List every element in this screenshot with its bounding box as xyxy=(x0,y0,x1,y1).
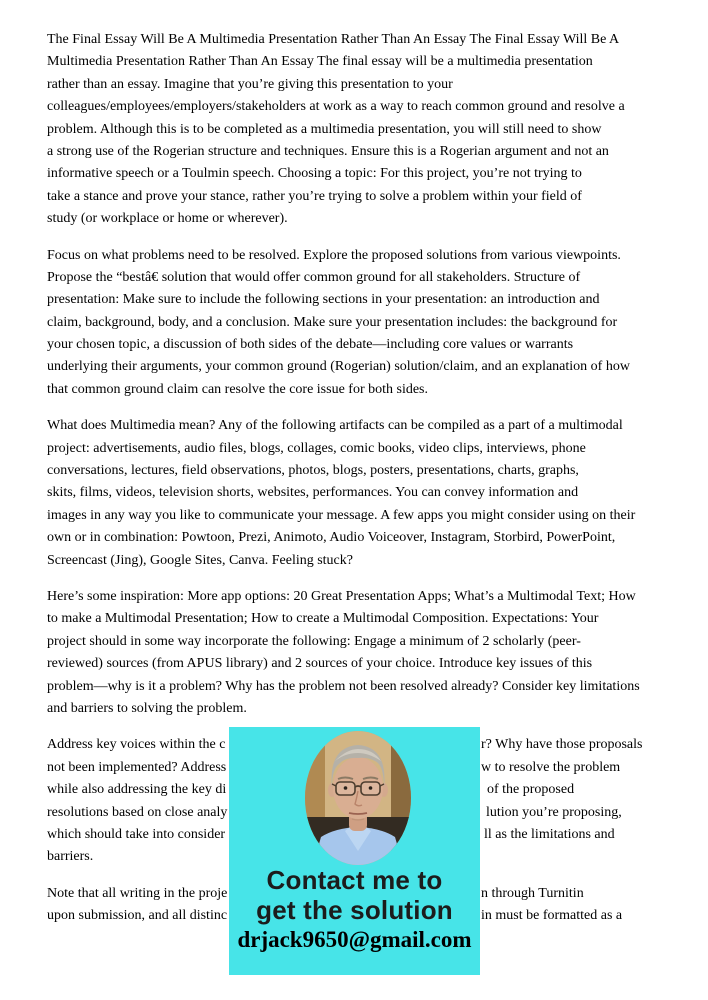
text-fragment-right: n through Turnitin xyxy=(481,885,584,901)
ad-headline-line2: get the solution xyxy=(256,895,453,925)
contact-email: drjack9650@gmail.com xyxy=(237,927,472,952)
text-line: Multimedia Presentation Rather Than An Essay The final essay will be a multimedia presentation xyxy=(47,54,593,70)
text-line: Propose the “bestâ€ solution that would offer common ground for all stakeholders. Structure of xyxy=(47,269,581,285)
text-line: project: advertisements, audio files, blogs, collages, comic books, video clips, interviews, phone xyxy=(47,440,586,456)
text-line: project should in some way incorporate the following: Engage a minimum of 2 scholarly (peer- xyxy=(47,633,581,649)
text-fragment-right: ll as the limitations and xyxy=(484,826,615,842)
text-fragment-left: resolutions based on close analy xyxy=(47,804,228,820)
text-line: images in any way you like to communicate your message. A few apps you might consider using on their xyxy=(47,507,636,523)
text-line: conversations, lectures, field observations, photos, blogs, posters, presentations, charts, graphs, xyxy=(47,463,579,479)
text-fragment-left: upon submission, and all distinc xyxy=(47,908,228,924)
text-line: Focus on what problems need to be resolved. Explore the proposed solutions from various viewpoints. xyxy=(47,247,621,263)
text-fragment-right: of the proposed xyxy=(487,782,575,798)
text-fragment-left: Note that all writing in the proje xyxy=(47,885,228,901)
text-line: informative speech or a Toulmin speech. Choosing a topic: For this project, you’re not trying to xyxy=(47,166,582,182)
text-line: study (or workplace or home or wherever). xyxy=(47,211,288,227)
text-fragment-right: lution you’re proposing, xyxy=(486,804,622,820)
text-line: a strong use of the Rogerian structure and techniques. Ensure this is a Rogerian argument and not an xyxy=(47,143,609,159)
paragraph xyxy=(47,29,667,231)
solution-ad-overlay xyxy=(229,727,480,975)
text-line: Here’s some inspiration: More app options: 20 Great Presentation Apps; What’s a Multimodal Text; How xyxy=(47,588,636,604)
text-fragment-right: r? Why have those proposals xyxy=(481,737,643,753)
text-line: barriers. xyxy=(47,849,94,865)
text-line: underlying their arguments, your common ground (Rogerian) solution/claim, and an explanation of how xyxy=(47,359,630,375)
ad-headline-line1: Contact me to xyxy=(266,865,443,895)
text-line: claim, background, body, and a conclusion. Make sure your presentation includes: the background for xyxy=(47,314,618,330)
text-line: and barriers to solving the problem. xyxy=(47,700,247,716)
text-line: reviewed) sources (from APUS library) and 2 sources of your choice. Introduce key issues of this xyxy=(47,656,593,672)
text-line: The Final Essay Will Be A Multimedia Presentation Rather Than An Essay The Final Essay Will Be A xyxy=(47,32,620,47)
text-line: take a stance and prove your stance, rather you’re trying to solve a problem within your field of xyxy=(47,188,582,204)
text-line: Screencast (Jing), Google Sites, Canva. Feeling stuck? xyxy=(47,552,353,568)
text-line: colleagues/employees/employers/stakeholders at work as a way to reach common ground and resolve a xyxy=(47,99,625,115)
text-fragment-right: w to resolve the problem xyxy=(481,759,621,775)
text-line: problem. Although this is to be completed as a multimedia presentation, you will still need to show xyxy=(47,121,602,137)
text-fragment-left: while also addressing the key di xyxy=(47,782,227,798)
tutor-portrait-photo xyxy=(305,731,411,865)
text-line: own or in combination: Powtoon, Prezi, Animoto, Audio Voiceover, Instagram, Storbird, PowerPoint, xyxy=(47,530,616,546)
text-line: skits, films, videos, television shorts, websites, performances. You can convey information and xyxy=(47,485,579,501)
text-fragment-right: in must be formatted as a xyxy=(481,908,623,924)
text-line: problem—why is it a problem? Why has the problem not been resolved already? Consider key limitations xyxy=(47,678,640,694)
paragraph xyxy=(47,586,667,720)
text-fragment-left: which should take into consider xyxy=(47,826,226,842)
text-fragment-left: Address key voices within the c xyxy=(47,737,226,753)
paragraph xyxy=(47,245,667,402)
text-line: presentation: Make sure to include the following sections in your presentation: an introduction and xyxy=(47,292,600,308)
text-fragment-left: not been implemented? Address xyxy=(47,759,227,775)
text-line: to make a Multimodal Presentation; How to create a Multimodal Composition. Expectations: Your xyxy=(47,611,599,627)
paragraph xyxy=(47,415,667,572)
text-line: rather than an essay. Imagine that you’re giving this presentation to your xyxy=(47,76,453,92)
text-line: that common ground claim can resolve the core issue for both sides. xyxy=(47,381,429,397)
text-line: What does Multimedia mean? Any of the following artifacts can be compiled as a part of a multimodal xyxy=(47,418,623,434)
text-line: your chosen topic, a discussion of both sides of the debate—including core values or warrants xyxy=(47,337,574,353)
